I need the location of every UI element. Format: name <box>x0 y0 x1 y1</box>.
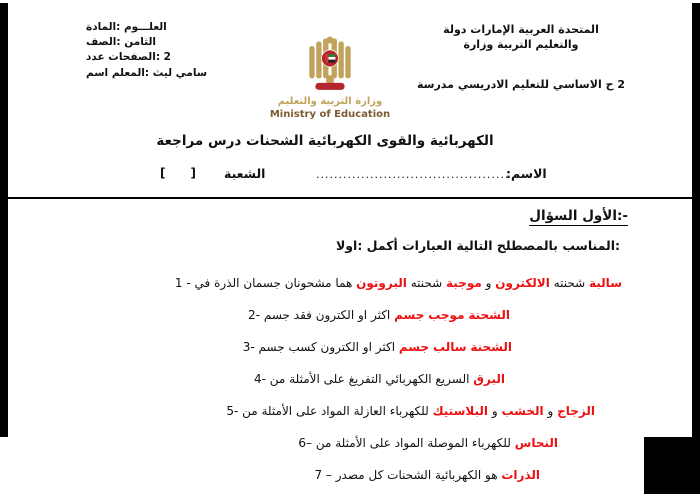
horizontal-rule <box>8 197 692 199</box>
grade-line: الصف: الثامن <box>86 36 156 49</box>
ministry-header <box>396 22 646 52</box>
name-blank-dots: ........................................... <box>316 168 510 181</box>
fill-blank-item-6: 6– من الأمثلة على المواد الموصلة للكهرباء النحاس <box>298 436 558 450</box>
question1-instructions: اولا: أكمل العبارات التالية بالمصطلح المناسب: <box>335 238 620 253</box>
ministry-line: وزارة التربية والتعليم <box>463 38 579 51</box>
worksheet-title: مراجعة درس الشحنات الكهربائية والقوى الكهربائية <box>156 133 494 149</box>
fill-blank-item-5: 5- من الأمثلة على المواد العازلة للكهرباء البلاستيك و الخشب و الزجاج <box>226 404 595 418</box>
fill-blank-item-2: 2- جسم فقد الكترون او اكثر جسم موجب الشحنة <box>248 308 510 322</box>
name-label: الاسم: <box>506 166 547 181</box>
teacher-line: اسم المعلم: ليث سامي <box>86 66 208 79</box>
logo-arabic-wordmark: وزارة التربية والتعليم <box>277 96 383 107</box>
school-line: مدرسة الادريسي للتعليم الاساسي ح 2 <box>416 78 625 91</box>
uae-falcon-emblem-icon <box>307 33 353 93</box>
fill-blank-item-7: 7 – مصدر كل الشحنات الكهربائية هو الذرات <box>314 468 540 482</box>
logo-english-wordmark: Ministry of Education <box>269 109 391 120</box>
scan-border-right <box>692 3 700 437</box>
question1-heading: السؤال الأول:- <box>529 208 628 224</box>
fill-blank-item-4: 4- من الأمثلة على التفريغ الكهربائي السريع البرق <box>253 372 505 386</box>
fill-blank-item-1: 1 - في الذرة جسمان مشحونان هما البروتون شحنته موجبة و الالكترون شحنته سالبة <box>174 276 622 290</box>
scan-border-left <box>0 3 8 437</box>
section-label: الشعبة <box>224 166 266 181</box>
fill-blank-item-3: 3- جسم كسب الكترون او اكثر جسم سالب الشحنة <box>242 340 512 354</box>
scan-border-corner <box>644 437 700 494</box>
exam-info-box <box>86 20 261 81</box>
subject-line: المادة: العلـــوم <box>86 21 167 33</box>
pages-line: عدد الصفحات: 2 <box>86 51 171 64</box>
section-brackets: [ ] <box>160 166 197 180</box>
country-line: دولة الإمارات العربية المتحدة <box>443 23 599 36</box>
